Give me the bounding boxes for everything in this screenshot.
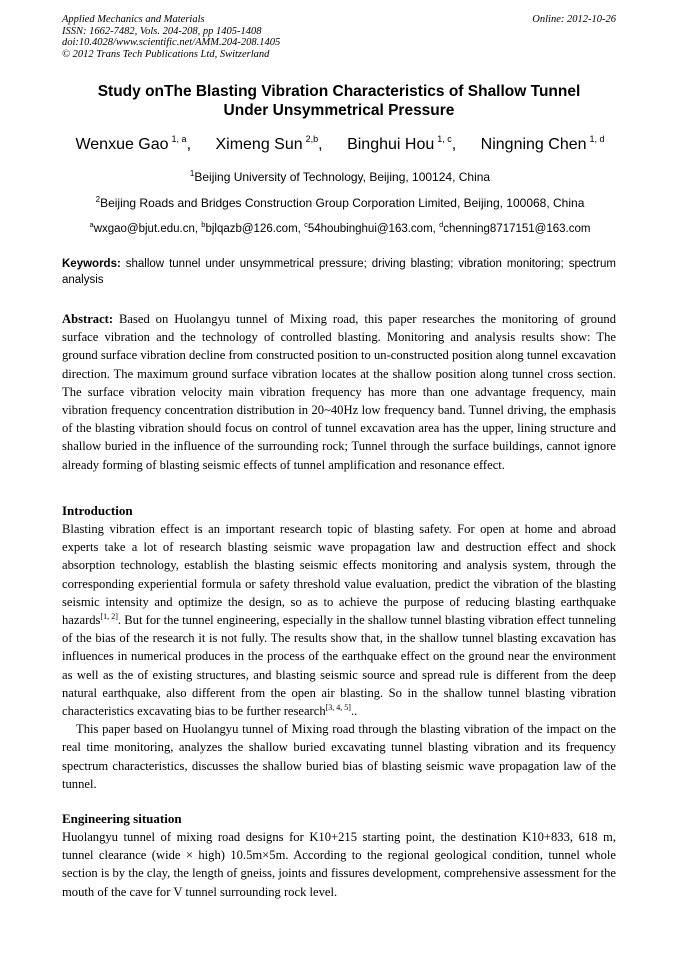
engineering-paragraph-1: Huolangyu tunnel of mixing road designs for K10+215 starting point, the destination K10+833, 618 m, tunnel clearance (wide × high) 10.5m×5m. According to the regional geological condition, tunnel whole section is by the clay, the length of gneiss, joints and fissures development, comprehensive assessment for the mouth of the cave for V tunnel surrounding rock level. — [62, 830, 616, 899]
author: Binghui Hou $^{1, c}$, — [347, 134, 457, 153]
abstract — [62, 310, 616, 474]
affiliation-2: $^2$Beijing Roads and Bridges Construction Group Corporation Limited, Beijing, 100068, China — [95, 195, 585, 210]
keywords-label: Keywords: — [62, 258, 121, 270]
introduction-section — [62, 502, 616, 793]
journal-header — [62, 14, 616, 60]
copyright-line: © 2012 Trans Tech Publications Ltd, Switzerland — [62, 48, 270, 60]
keywords-text: shallow tunnel under unsymmetrical pressure; driving blasting; vibration monitoring; spectrum analysis — [62, 258, 616, 286]
introduction-paragraph-2: This paper based on Huolangyu tunnel of Mixing road through the blasting vibration of the impact on the real time monitoring, analyzes the shallow buried excavating tunnel blasting vibration and its frequency spectrum characteristics, discusses the shallow buried bias of blasting seismic wave propagation law of the tunnel. — [62, 722, 616, 791]
abstract-text: Based on Huolangyu tunnel of Mixing road, this paper researches the monitoring of ground surface vibration and the technology of controlled blasting. Monitoring and analysis results show: The ground surface vibration decline from constructed position to un-constructed position along tunnel excavation direction. The maximum ground surface vibration locates at the shallow position along tunnel cross section. The surface vibration velocity main vibration frequency has more than one advantage frequency, main vibration frequency concentration distribution in 20~40Hz low frequency band. Tunnel driving, the emphasis of the blasting vibration should focus on control of tunnel excavation area has the upper, lining structure and shallow buried in the influence of the surrounding rock; Tunnel through the surface buildings, cannot ignore already forming of blasting seismic effects of tunnel amplification and resonance effect. — [62, 312, 616, 472]
author: Wenxue Gao $^{1, a}$, — [75, 134, 192, 153]
title-line-2: Under Unsymmetrical Pressure — [223, 102, 455, 119]
online-date: Online: 2012-10-26 — [532, 14, 616, 25]
email-link[interactable]: bjlqazb@126.com, — [205, 223, 305, 235]
paper-title — [62, 82, 616, 120]
introduction-heading: Introduction — [62, 503, 133, 518]
journal-name: Applied Mechanics and Materials — [62, 14, 205, 25]
keywords — [62, 256, 616, 288]
author: Ximeng Sun $^{2,b}$, — [215, 134, 323, 153]
title-line-1: Study onThe Blasting Vibration Characteristics of Shallow Tunnel — [97, 83, 581, 100]
email-link[interactable]: chenning8717151@163.com — [443, 223, 591, 235]
introduction-paragraph-1: Blasting vibration effect is an important research topic of blasting safety. For open at home and abroad experts take a lot of research blasting seismic wave propagation law and destruction effect and shock absorption technology, establish the blasting seismic effects monitoring and analysis system, through the corresponding experiential formula or safety threshold value evaluation, predict the vibration of the blasting seismic intensity and optimize the design, so as to achieve the purpose of reducing blasting earthquake hazards[1, 2]. But for the tunnel engineering, especially in the shallow tunnel blasting vibration effect tunneling of the bias of the research it is not fully. The results show that, in the shallow tunnel blasting excavation has influences in numerical produces in the process of the earthquake effect on the ground near the environment as well as the of existing structures, and blasting seismic source and spread rule is different from the deep natural earthquake, also different from the open air blasting. So in the shallow tunnel blasting vibration characteristics excavating bias to be further research[3, 4, 5].. — [62, 522, 616, 719]
engineering-section — [62, 810, 616, 901]
citation[interactable]: [1, 2] — [100, 612, 118, 622]
email-link[interactable]: wxgao@bjut.edu.cn, — [93, 223, 202, 235]
abstract-label: Abstract: — [62, 312, 114, 326]
issn-line: ISSN: 1662-7482, Vols. 204-208, pp 1405-1408 — [62, 25, 262, 37]
citation[interactable]: [3, 4, 5] — [325, 703, 351, 713]
author-emails: $^a$wxgao@bjut.edu.cn, $^b$bjlqazb@126.com, $^c$54houbinghui@163.com, $^d$chenning8717151@163.com — [89, 220, 591, 235]
author-list — [40, 129, 640, 155]
engineering-heading: Engineering situation — [62, 811, 182, 826]
doi-line[interactable]: doi:10.4028/www.scientific.net/AMM.204-208.1405 — [62, 37, 281, 48]
author: Ningning Chen $^{1, d}$ — [480, 134, 605, 153]
affiliation-1: $^1$Beijing University of Technology, Beijing, 100124, China — [189, 169, 491, 184]
email-link[interactable]: 54houbinghui@163.com, — [307, 223, 440, 235]
